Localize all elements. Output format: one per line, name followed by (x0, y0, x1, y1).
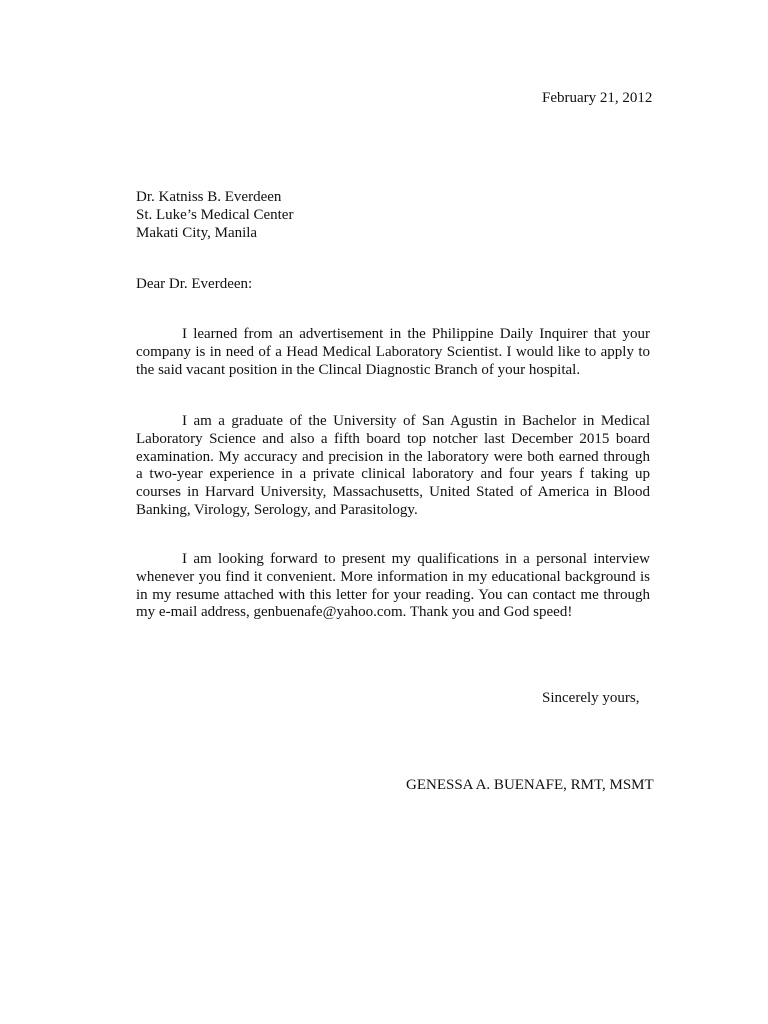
salutation: Dear Dr. Everdeen: (136, 276, 253, 292)
recipient-organization: St. Luke’s Medical Center (136, 207, 294, 223)
recipient-location: Makati City, Manila (136, 225, 258, 241)
body-paragraph-1: I learned from an advertisement in the Philippine Daily Inquirer that your company is in need of a Head Medical Laboratory Scientist. I would like to apply to the said vacant position in the Clincal Diagnostic Branch of your hospital. (136, 326, 650, 378)
letter-date: February 21, 2012 (542, 90, 653, 106)
recipient-address (136, 188, 293, 242)
closing: Sincerely yours, (542, 690, 640, 706)
body-paragraph-2: I am a graduate of the University of San Agustin in Bachelor in Medical Laboratory Science and also a fifth board top notcher last December 2015 board examination. My accuracy and precision in the laboratory were both earned through a two-year experience in a private clinical laboratory and four years f taking up courses in Harvard University, Massachusetts, United Stated of America in Blood Banking, Virology, Serology, and Parasitology. (136, 413, 650, 518)
body-paragraph-3: I am looking forward to present my qualifications in a personal interview whenever you find it convenient. More information in my educational background is in my resume attached with this letter for your reading. You can contact me through my e-mail address, genbuenafe@yahoo.com. Thank you and God speed! (136, 551, 650, 621)
recipient-name: Dr. Katniss B. Everdeen (136, 189, 282, 205)
signature-name: GENESSA A. BUENAFE, RMT, MSMT (406, 777, 654, 793)
